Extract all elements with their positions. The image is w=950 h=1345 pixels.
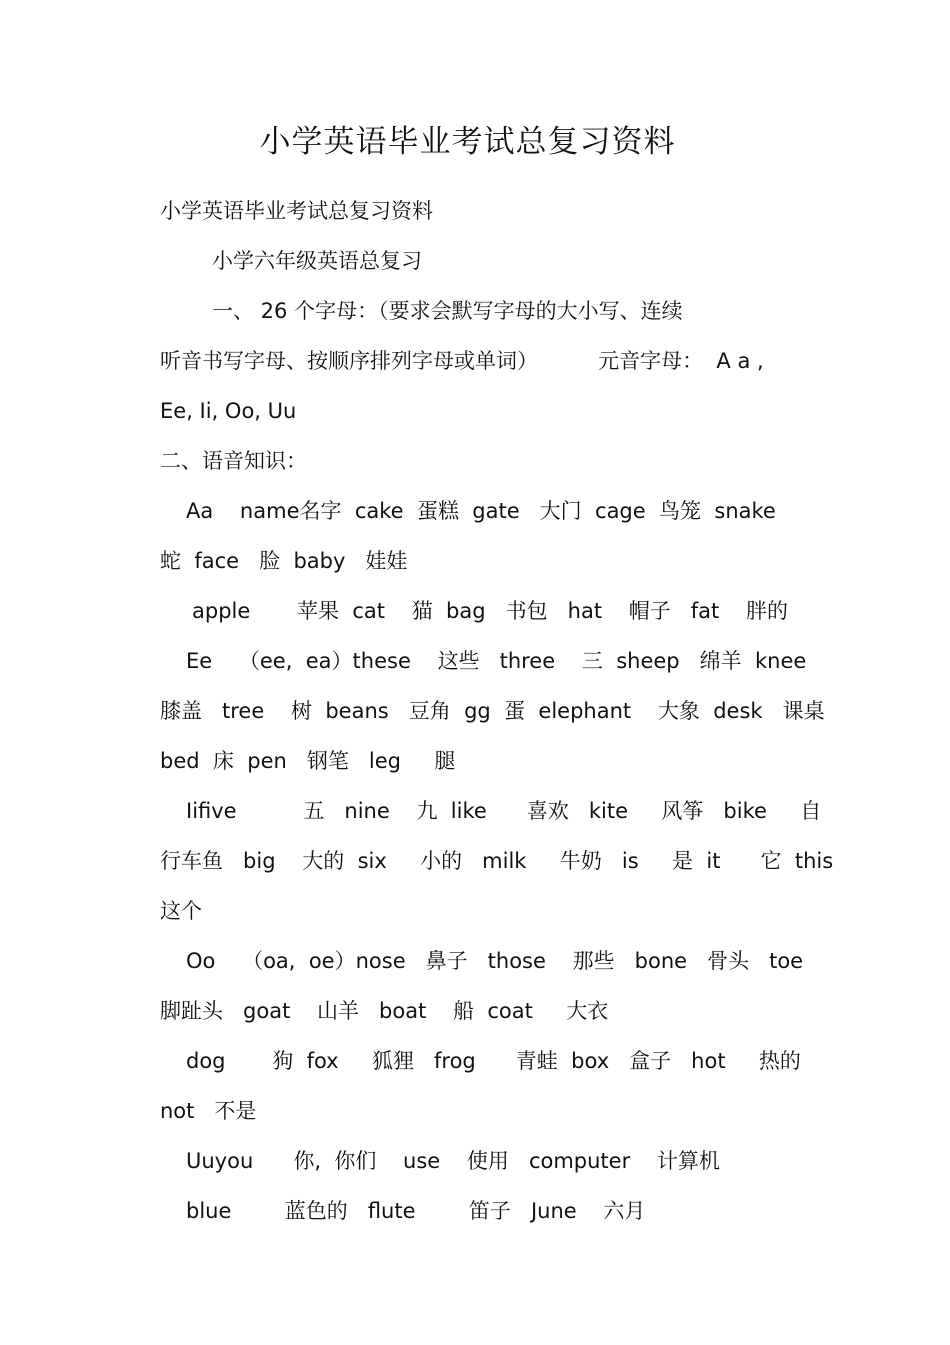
vocab-line: not 不是 xyxy=(160,1099,257,1123)
vocab-line: Aa name名字 cake 蛋糕 gate 大门 cage 鸟笼 snake xyxy=(186,499,776,523)
vocab-line: bed 床 pen 钢笔 leg 腿 xyxy=(160,749,456,773)
document-title: 小学英语毕业考试总复习资料 xyxy=(259,124,676,160)
section-heading: 小学六年级英语总复习 xyxy=(212,249,422,273)
section-heading: 二、语音知识： xyxy=(160,449,307,473)
vocab-line: 蛇 face 脸 baby 娃娃 xyxy=(160,549,408,573)
vocab-line: Iifive 五 nine 九 like 喜欢 kite 风筝 bike 自 xyxy=(186,799,822,823)
vocab-line: Oo （oa, oe）nose 鼻子 those 那些 bone 骨头 toe xyxy=(186,949,804,973)
vocab-line: 膝盖 tree 树 beans 豆角 gg 蛋 elephant 大象 desk 课桌 xyxy=(160,699,825,723)
vocab-line: dog 狗 fox 狐狸 frog 青蛙 box 盒子 hot 热的 xyxy=(186,1049,801,1073)
vocab-line: 行车鱼 big 大的 six 小的 milk 牛奶 is 是 it 它 this xyxy=(160,849,834,873)
vocab-line: blue 蓝色的 flute 笛子 June 六月 xyxy=(186,1199,646,1223)
text-line: Ee, Ii, Oo, Uu xyxy=(160,399,297,423)
vocab-line: 这个 xyxy=(160,899,202,923)
vocab-line: Ee （ee, ea）these 这些 three 三 sheep 绵羊 knee xyxy=(186,649,807,673)
vocab-line: Uuyou 你, 你们 use 使用 computer 计算机 xyxy=(186,1149,720,1173)
subtitle-line: 小学英语毕业考试总复习资料 xyxy=(160,199,433,223)
vocab-line: 脚趾头 goat 山羊 boat 船 coat 大衣 xyxy=(160,999,609,1023)
text-line: 一、 26 个字母：（要求会默写字母的大小写、连续 xyxy=(212,299,683,323)
text-line: 听音书写字母、按顺序排列字母或单词） 元音字母： A a , xyxy=(160,349,764,373)
vocab-line: apple 苹果 cat 猫 bag 书包 hat 帽子 fat 胖的 xyxy=(192,599,788,623)
